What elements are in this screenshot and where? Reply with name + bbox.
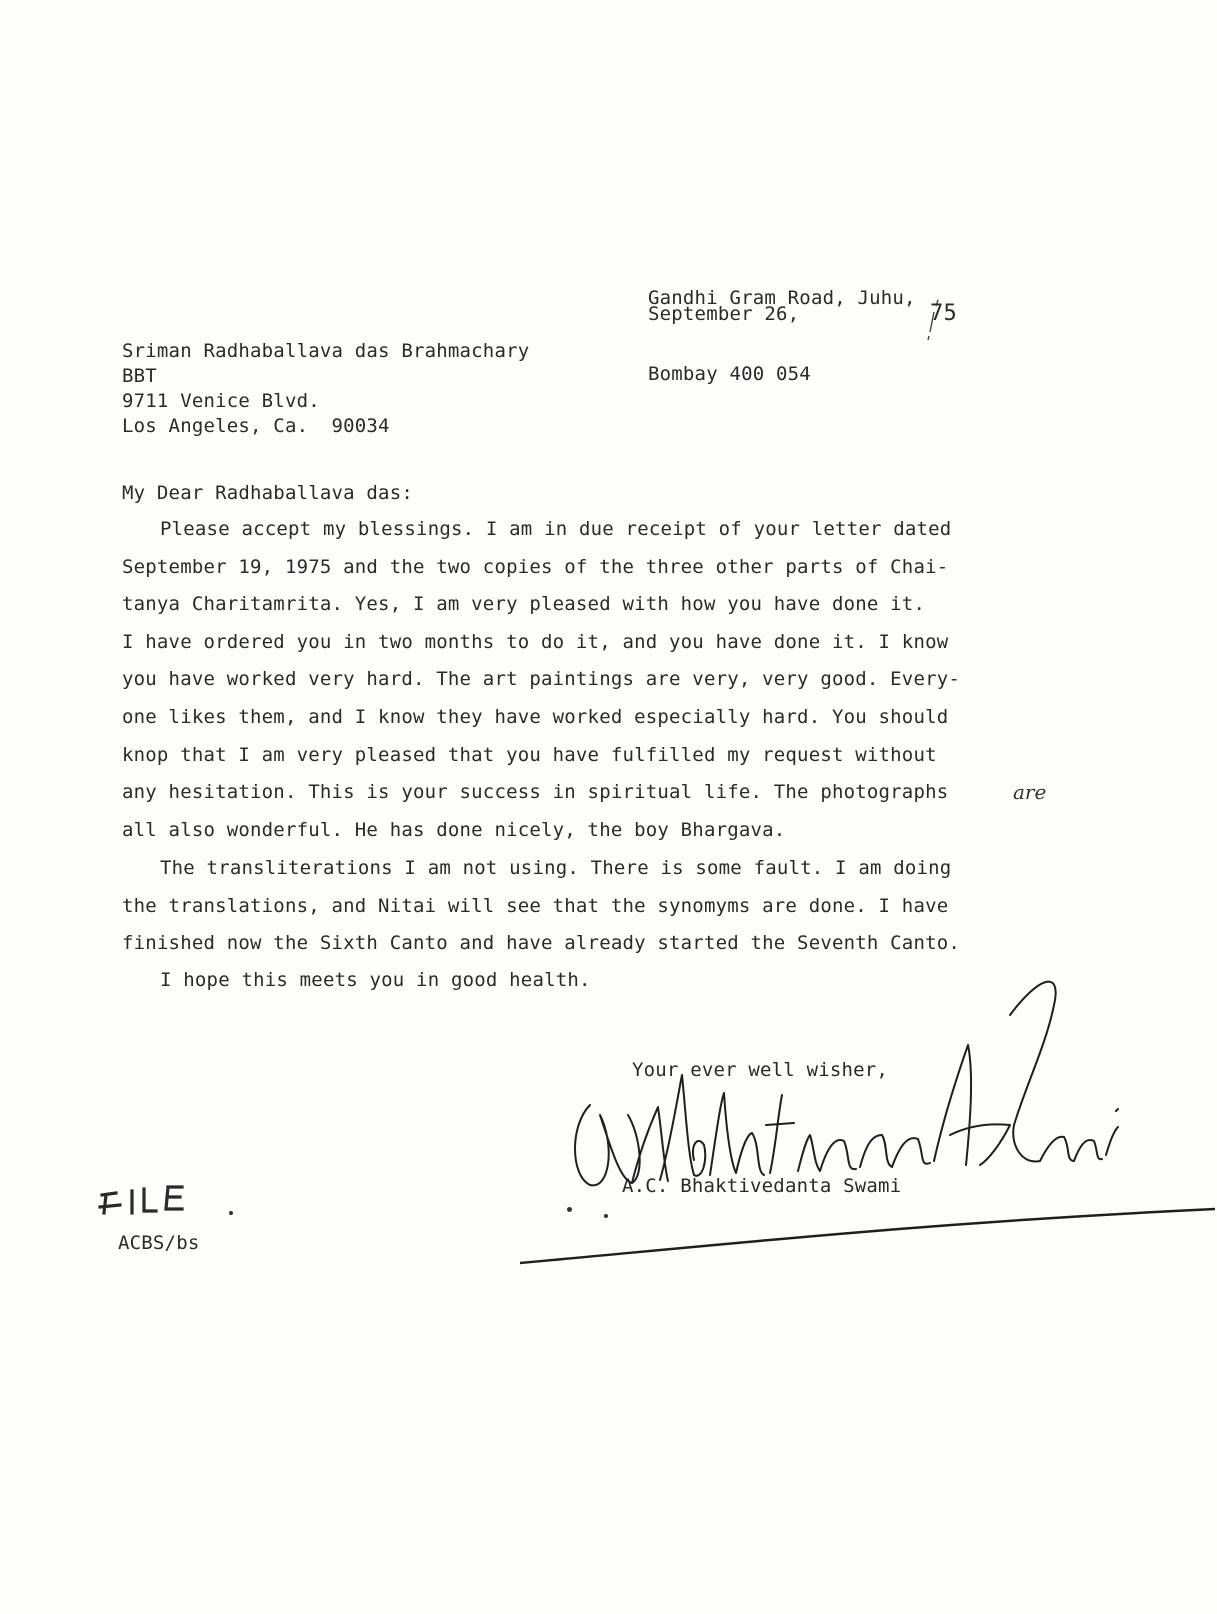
paragraph-line: Please accept my blessings. I am in due receipt of your letter dated	[160, 518, 952, 540]
ink-speck	[604, 1214, 608, 1218]
typist-initials: ACBS/bs	[118, 1232, 200, 1254]
file-stamp	[98, 1175, 194, 1221]
letter-date: September 26,	[648, 303, 800, 325]
paragraph-line: one likes them, and I know they have worked especially hard. You should	[122, 705, 949, 728]
body-paragraph-2	[122, 850, 1042, 963]
paragraph-line: September 19, 1975 and the two copies of the three other parts of Chai-	[122, 555, 949, 578]
recipient-city: Los Angeles, Ca. 90034	[122, 415, 390, 437]
handwritten-signature	[570, 975, 1130, 1225]
sender-address-line1: Gandhi Gram Road, Juhu,	[648, 287, 916, 309]
date-year-handwritten: 75	[930, 301, 957, 326]
paragraph-line: all also wonderful. He has done nicely, the boy Bhargava.	[122, 818, 786, 841]
paragraph-line: you have worked very hard. The art paintings are very, very good. Every-	[122, 668, 961, 691]
paragraph-line: I hope this meets you in good health.	[160, 969, 591, 991]
salutation: My Dear Radhaballava das:	[122, 482, 413, 504]
recipient-block	[122, 339, 529, 439]
paragraph-line: The transliterations I am not using. There is some fault. I am doing	[160, 857, 952, 879]
ink-speck	[567, 1207, 572, 1212]
paragraph-line: the translations, and Nitai will see that the synomyms are done. I have	[122, 894, 949, 917]
paragraph-line: finished now the Sixth Canto and have already started the Seventh Canto.	[122, 932, 961, 955]
paragraph-line: any hesitation. This is your success in spiritual life. The photographs	[122, 781, 949, 804]
recipient-street: 9711 Venice Blvd.	[122, 390, 320, 412]
typed-signature-name: A.C. Bhaktivedanta Swami	[622, 1175, 902, 1197]
ink-speck	[229, 1211, 233, 1215]
paragraph-line: I have ordered you in two months to do it, and you have done it. I know	[122, 630, 949, 653]
body-paragraph-1	[122, 511, 1042, 849]
valediction: Your ever well wisher,	[632, 1059, 889, 1081]
recipient-org: BBT	[122, 365, 157, 387]
handwritten-insertion: are	[1013, 780, 1047, 804]
paragraph-line: tanya Charitamrita. Yes, I am very pleased with how you have done it.	[122, 593, 926, 616]
paragraph-line: knop that I am very pleased that you have fulfilled my request without	[122, 743, 937, 766]
signature-underline	[520, 1205, 1215, 1265]
sender-address-line2: Bombay 400 054	[648, 363, 811, 385]
sender-address	[648, 236, 916, 436]
recipient-name: Sriman Radhaballava das Brahmachary	[122, 340, 530, 362]
